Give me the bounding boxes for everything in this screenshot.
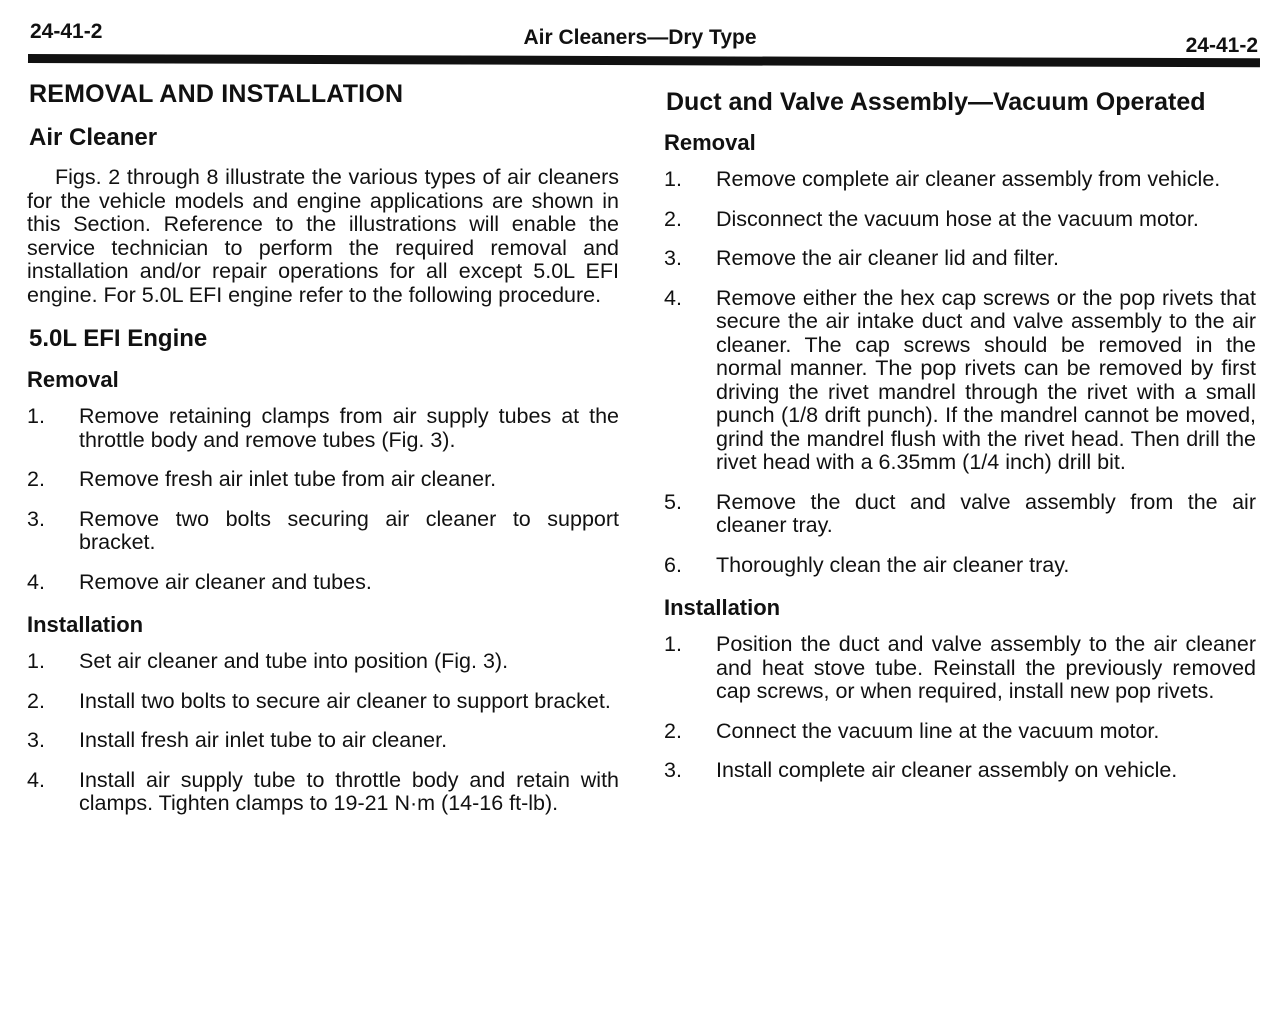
step-number: 3.	[27, 506, 45, 531]
list-item	[27, 690, 619, 714]
step-text: Remove the air cleaner lid and filter.	[716, 246, 1059, 270]
list-item	[27, 650, 619, 674]
step-text: Remove retaining clamps from air supply tubes at the throttle body and remove tubes (Fig. 3).	[79, 404, 619, 452]
list-item	[664, 168, 1256, 192]
step-text: Install air supply tube to throttle body and retain with clamps. Tighten clamps to 19-21 N·m (14-16 ft-lb).	[79, 767, 619, 815]
right-column	[664, 88, 1256, 799]
step-text: Thoroughly clean the air cleaner tray.	[716, 552, 1070, 577]
list-item	[664, 554, 1256, 578]
list-item	[664, 720, 1256, 744]
step-number: 1.	[27, 649, 45, 673]
duct-installation-steps	[664, 633, 1256, 783]
step-number: 2.	[664, 718, 682, 743]
air-cleaner-heading: Air Cleaner	[29, 124, 158, 151]
page-number-right: 24-41-2	[1185, 34, 1258, 57]
efi-installation-steps	[27, 650, 619, 816]
duct-removal-heading: Removal	[664, 130, 756, 155]
step-text: Install two bolts to secure air cleaner to support bracket.	[79, 688, 611, 713]
duct-installation-heading: Installation	[664, 595, 781, 620]
step-number: 1.	[664, 167, 682, 191]
step-number: 3.	[664, 758, 682, 782]
list-item	[664, 287, 1256, 475]
list-item	[27, 571, 619, 595]
list-item	[27, 769, 619, 816]
step-number: 3.	[664, 246, 682, 270]
step-text: Install complete air cleaner assembly on vehicle.	[716, 758, 1178, 782]
header-rule	[28, 54, 1260, 67]
step-text: Disconnect the vacuum hose at the vacuum motor.	[716, 206, 1199, 231]
step-number: 3.	[27, 728, 45, 752]
duct-valve-heading: Duct and Valve Assembly—Vacuum Operated	[666, 88, 1206, 116]
step-text: Remove complete air cleaner assembly from vehicle.	[716, 167, 1221, 191]
step-number: 4.	[27, 767, 45, 792]
step-number: 6.	[664, 552, 682, 577]
step-text: Install fresh air inlet tube to air cleaner.	[79, 728, 448, 752]
step-text: Remove the duct and valve assembly from the air cleaner tray.	[716, 489, 1256, 537]
step-text: Set air cleaner and tube into position (Fig. 3).	[79, 649, 509, 673]
step-number: 2.	[27, 688, 45, 713]
step-text: Remove two bolts securing air cleaner to support bracket.	[79, 506, 619, 554]
step-text: Connect the vacuum line at the vacuum motor.	[716, 718, 1160, 743]
step-text: Remove either the hex cap screws or the pop rivets that secure the air intake duct and valve assembly to the air cleaner. The cap screws should be removed in the normal manner. The pop rivets can be removed by first driving the rivet mandrel through the rivet with a small punch (1/8 drift punch). If the mandrel cannot be moved, grind the mandrel flush with the rivet head. Then drill the rivet head with a 6.35mm (1/4 inch) drill bit.	[716, 285, 1256, 474]
duct-removal-steps	[664, 168, 1256, 577]
list-item	[27, 405, 619, 452]
list-item	[27, 468, 619, 492]
page-title: Air Cleaners—Dry Type	[523, 26, 757, 49]
step-number: 4.	[664, 285, 682, 310]
efi-removal-steps	[27, 405, 619, 594]
step-number: 1.	[664, 632, 682, 656]
step-text: Remove air cleaner and tubes.	[79, 569, 372, 594]
section-heading: REMOVAL AND INSTALLATION	[29, 80, 404, 108]
efi-engine-heading: 5.0L EFI Engine	[29, 325, 208, 352]
step-number: 5.	[664, 489, 682, 514]
step-text: Remove fresh air inlet tube from air cleaner.	[79, 467, 497, 491]
page-number-left: 24-41-2	[30, 20, 103, 43]
intro-paragraph: Figs. 2 through 8 illustrate the various types of air cleaners for the vehicle models and engine applications are shown in this Section. Reference to the illustrations will enable the service technician to perform the required removal and installation and/or repair operations for all except 5.0L EFI engine. For 5.0L EFI engine refer to the following procedure.	[27, 165, 619, 307]
list-item	[27, 508, 619, 555]
efi-installation-heading: Installation	[27, 612, 144, 637]
left-column	[27, 80, 619, 832]
step-number: 2.	[27, 467, 45, 491]
efi-removal-heading: Removal	[27, 367, 119, 392]
list-item	[664, 759, 1256, 783]
list-item	[27, 729, 619, 753]
step-number: 4.	[27, 569, 45, 594]
list-item	[664, 247, 1256, 271]
step-text: Position the duct and valve assembly to the air cleaner and heat stove tube. Reinstall the previously removed cap screws, or when required, install new pop rivets.	[716, 632, 1256, 703]
list-item	[664, 208, 1256, 232]
list-item	[664, 491, 1256, 538]
step-number: 1.	[27, 404, 45, 428]
list-item	[664, 633, 1256, 704]
step-number: 2.	[664, 206, 682, 231]
